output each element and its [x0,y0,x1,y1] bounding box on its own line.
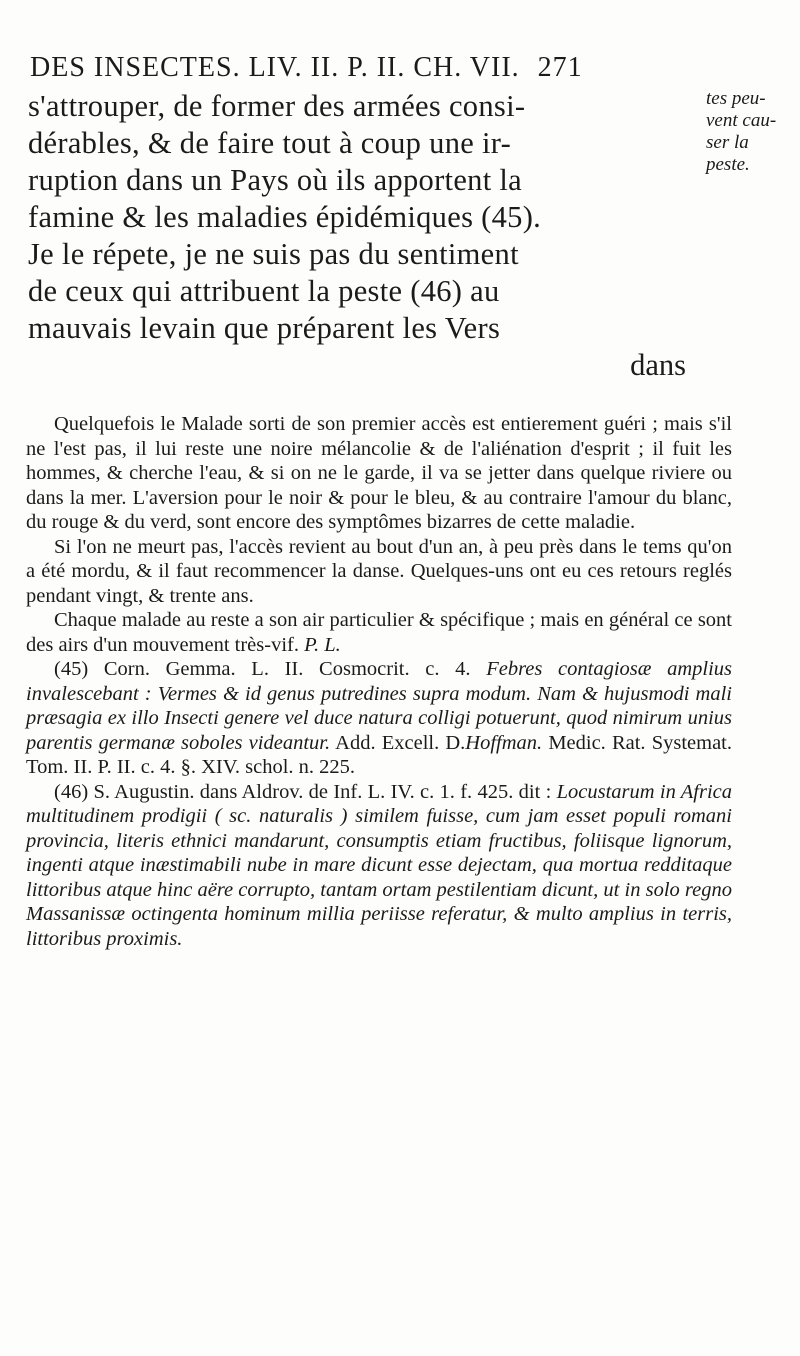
main-text-block [28,88,708,384]
main-text-line: dérables, & de faire tout à coup une ir- [28,126,512,160]
note-paragraph [26,608,732,657]
footnote-46-lead: (46) S. Augustin. dans Aldrov. de Inf. L. IV. c. 1. f. 425. dit : [54,780,552,803]
main-text-line: ruption dans un Pays où ils apportent la [28,163,523,197]
footnotes-block [26,412,732,951]
margin-note-line: peste. [706,154,750,175]
main-text-line: de ceux qui attribuent la peste (46) au [28,274,500,308]
margin-note-line: tes peu- [706,88,766,109]
margin-note-line: vent cau- [706,110,777,131]
main-text-line: s'attrouper, de former des armées consi- [28,89,526,123]
main-text-line: mauvais levain que préparent les Vers [28,311,501,345]
main-text-line: famine & les maladies épidémiques (45). [28,200,542,234]
footnote-45-ref: Medic. Rat. Systemat. Tom. II. P. II. c. 4. §. XIV. schol. n. 225. [26,731,732,778]
footnote-45-latin: Febres contagiosæ amplius invalescebant : Vermes & id genus putredines supra modum. Nam & hujusmodi mali præsagia ex illo Insecti genere vel duce natura colligi potuerunt, quod nimirum unius parentis germanæ soboles videantur. [26,658,733,754]
margin-note-line: ser la [706,132,749,153]
footnote-45-add: Add. Excell. D. [335,731,466,754]
footnote-45-name: Hoffman. [465,731,543,754]
margin-note [706,88,796,176]
note-signature: P. L. [304,633,341,656]
main-text-line: Je le répete, je ne suis pas du sentiment [28,237,519,271]
note-paragraph: Quelquefois le Malade sorti de son premier accès est entierement guéri ; mais s'il ne l'est pas, il lui reste une noire mélancolie & de l'aliénation d'esprit ; il fuit les hommes, & cherche l'eau, & si on ne le garde, il va se jetter dans quelque riviere ou dans la mer. L'aversion pour le noir & pour le bleu, & au contraire l'amour du blanc, du rouge & du verd, sont encore des symptômes bizarres de cette maladie. [26,413,732,533]
note-paragraph: Si l'on ne meurt pas, l'accès revient au bout d'un an, à peu près dans le tems qu'on a été mordu, & il faut recommencer la danse. Quelques-uns ont eu ces retours reglés pendant vingt, & trente ans. [26,535,732,607]
running-head [30,52,730,84]
footnote-45 [26,657,732,780]
footnote-46 [26,780,732,952]
page-number: 271 [537,52,583,83]
catchword: dans [630,348,686,382]
footnote-46-latin: Locustarum in Africa multitudinem prodigii ( sc. naturalis ) similem fuisse, cum jam esset populi romani provincia, literis ethnici mandarunt, consumptis etiam fructibus, foliisque lignorum, ingenti atque inæstimabili nube in mare dicunt esse dejectam, qua mortua redditaque littoribus atque hinc aëre corrupto, tantam ortam pestilentiam dicunt, ut in solo regno Massanissæ octingenta hominum millia periisse referatur, & multo amplius in terris, littoribus proximis. [26,780,732,950]
running-head-title: DES INSECTES. LIV. II. P. II. CH. VII. [30,52,520,83]
footnote-45-lead: (45) Corn. Gemma. L. II. Cosmocrit. c. 4. [54,658,471,680]
note-paragraph-text: Chaque malade au reste a son air particulier & spécifique ; mais en général ce sont des airs d'un mouvement très-vif. [26,609,732,656]
